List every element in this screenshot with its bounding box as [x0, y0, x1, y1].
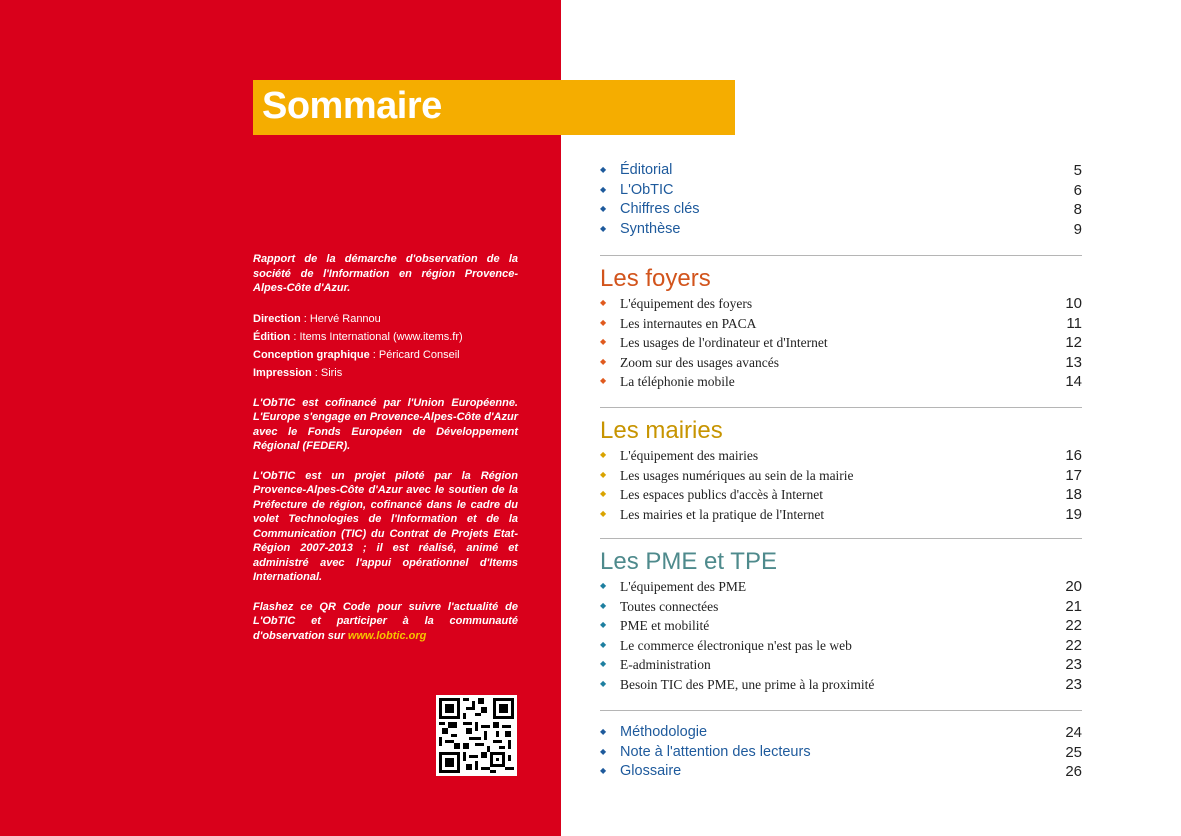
- page-number: 14: [1065, 373, 1082, 390]
- divider: [600, 407, 1082, 408]
- page-number: 12: [1065, 334, 1082, 351]
- diamond-bullet-icon: ◆: [600, 204, 607, 213]
- diamond-bullet-icon: ◆: [600, 727, 607, 736]
- colophon-europe: L'ObTIC est cofinancé par l'Union Européenne. L'Europe s'engage en Provence-Alpes-Côte d'Azur avec le Fonds Européen de Développement Régional (FEDER).: [253, 396, 518, 452]
- page-number: 16: [1065, 447, 1082, 464]
- diamond-bullet-icon: ◆: [600, 489, 607, 498]
- divider: [600, 255, 1082, 256]
- toc-entry[interactable]: ◆ Les internautes en PACA 11: [600, 314, 1082, 332]
- toc-entry[interactable]: ◆ Les usages de l'ordinateur et d'Internet 12: [600, 334, 1082, 351]
- diamond-bullet-icon: ◆: [600, 356, 607, 366]
- toc-pme: [600, 577, 1082, 694]
- toc-mairies: [600, 446, 1082, 524]
- toc-entry[interactable]: ◆ PME et mobilité 22: [600, 617, 1082, 634]
- credits: [253, 310, 518, 382]
- toc-entry[interactable]: ◆ Le commerce électronique n'est pas le web 22: [600, 636, 1082, 654]
- toc-foyers: [600, 294, 1082, 392]
- diamond-bullet-icon: ◆: [600, 620, 607, 629]
- diamond-bullet-icon: ◆: [600, 450, 607, 459]
- diamond-bullet-icon: ◆: [600, 508, 607, 518]
- divider: [600, 538, 1082, 539]
- toc-entry-methodologie[interactable]: ◆ Méthodologie 24: [600, 724, 1082, 741]
- credit-edition: Édition : Items International (www.items.fr): [253, 330, 463, 343]
- diamond-bullet-icon: ◆: [600, 184, 607, 194]
- page-number: 5: [1073, 162, 1082, 179]
- diamond-bullet-icon: ◆: [600, 639, 607, 649]
- toc-entry-chiffres-cles[interactable]: ◆ Chiffres clés 8: [600, 201, 1082, 218]
- toc-entry[interactable]: ◆ Besoin TIC des PME, une prime à la proximité 23: [600, 675, 1082, 693]
- page-number: 24: [1065, 724, 1082, 741]
- diamond-bullet-icon: ◆: [600, 165, 607, 174]
- qr-code-icon: [439, 698, 514, 773]
- title-banner: [253, 80, 735, 135]
- diamond-bullet-icon: ◆: [600, 581, 607, 590]
- page-number: 23: [1065, 656, 1082, 673]
- toc-entry-obtic[interactable]: ◆ L'ObTIC 6: [600, 181, 1082, 199]
- website-link[interactable]: www.lobtic.org: [347, 629, 427, 642]
- colophon-intro: Rapport de la démarche d'observation de la société de l'Information en région Provence-Alpes-Côte d'Azur.: [253, 253, 518, 294]
- toc-entry[interactable]: ◆ Zoom sur des usages avancés 13: [600, 353, 1082, 371]
- section-title-pme: Les PME et TPE: [600, 548, 777, 575]
- page-number: 20: [1065, 578, 1082, 595]
- diamond-bullet-icon: ◆: [600, 376, 607, 385]
- toc-entry[interactable]: ◆ L'équipement des PME 20: [600, 578, 1082, 595]
- toc-entry-synthese[interactable]: ◆ Synthèse 9: [600, 220, 1082, 238]
- page-number: 22: [1065, 617, 1082, 634]
- colophon-qr-text: Flashez ce QR Code pour suivre l'actualité de L'ObTIC et participer à la communauté d'observation sur www.lobtic.org: [253, 600, 518, 642]
- diamond-bullet-icon: ◆: [600, 317, 607, 327]
- credit-direction: Direction : Hervé Rannou: [253, 312, 381, 325]
- diamond-bullet-icon: ◆: [600, 659, 607, 668]
- page-number: 17: [1065, 466, 1082, 484]
- colophon: [253, 252, 518, 643]
- diamond-bullet-icon: ◆: [600, 678, 607, 688]
- page-number: 23: [1065, 675, 1082, 693]
- toc-entry-glossaire[interactable]: ◆ Glossaire 26: [600, 763, 1082, 780]
- section-title-mairies: Les mairies: [600, 417, 723, 444]
- toc-entry[interactable]: ◆ Les espaces publics d'accès à Internet 18: [600, 486, 1082, 503]
- page-number: 26: [1065, 763, 1082, 780]
- toc-entry[interactable]: ◆ Les usages numériques au sein de la mairie 17: [600, 466, 1082, 484]
- section-title-foyers: Les foyers: [600, 265, 711, 292]
- page-number: 6: [1073, 181, 1082, 199]
- qr-code: [436, 695, 517, 776]
- diamond-bullet-icon: ◆: [600, 337, 607, 346]
- page-number: 18: [1065, 486, 1082, 503]
- diamond-bullet-icon: ◆: [600, 600, 607, 610]
- page-number: 19: [1065, 505, 1082, 523]
- toc-entry[interactable]: ◆ La téléphonie mobile 14: [600, 373, 1082, 390]
- toc-intro: [600, 161, 1082, 239]
- credit-printing: Impression : Siris: [253, 366, 343, 379]
- diamond-bullet-icon: ◆: [600, 298, 607, 307]
- page-number: 11: [1066, 314, 1082, 332]
- toc-entry-editorial[interactable]: ◆ Éditorial 5: [600, 162, 1082, 179]
- toc-entry[interactable]: ◆ L'équipement des foyers 10: [600, 295, 1082, 312]
- toc-entry[interactable]: ◆ Toutes connectées 21: [600, 597, 1082, 615]
- page-number: 21: [1065, 597, 1082, 615]
- credit-design: Conception graphique : Péricard Conseil: [253, 348, 460, 361]
- diamond-bullet-icon: ◆: [600, 469, 607, 479]
- colophon-project: L'ObTIC est un projet piloté par la Région Provence-Alpes-Côte d'Azur avec le soutien de la Préfecture de région, cofinancé dans le cadre du volet Technologies de l'Information et de la Communication (TIC) du Contrat de Projets Etat-Région 2007-2013 ; il est réalisé, animé et administré avec l'appui opérationnel d'Items International.: [253, 469, 518, 583]
- toc-annexes: [600, 723, 1082, 782]
- page-title: Sommaire: [262, 85, 442, 127]
- toc-entry[interactable]: ◆ L'équipement des mairies 16: [600, 447, 1082, 464]
- diamond-bullet-icon: ◆: [600, 223, 607, 233]
- toc-entry[interactable]: ◆ E-administration 23: [600, 656, 1082, 673]
- page-number: 8: [1073, 201, 1082, 218]
- page-number: 13: [1065, 353, 1082, 371]
- toc-entry[interactable]: ◆ Les mairies et la pratique de l'Internet 19: [600, 505, 1082, 523]
- page-number: 22: [1065, 636, 1082, 654]
- page-number: 10: [1065, 295, 1082, 312]
- diamond-bullet-icon: ◆: [600, 766, 607, 775]
- page-number: 25: [1065, 743, 1082, 761]
- page-number: 9: [1073, 220, 1082, 238]
- toc-entry-note-lecteurs[interactable]: ◆ Note à l'attention des lecteurs 25: [600, 743, 1082, 761]
- divider: [600, 710, 1082, 711]
- diamond-bullet-icon: ◆: [600, 746, 607, 756]
